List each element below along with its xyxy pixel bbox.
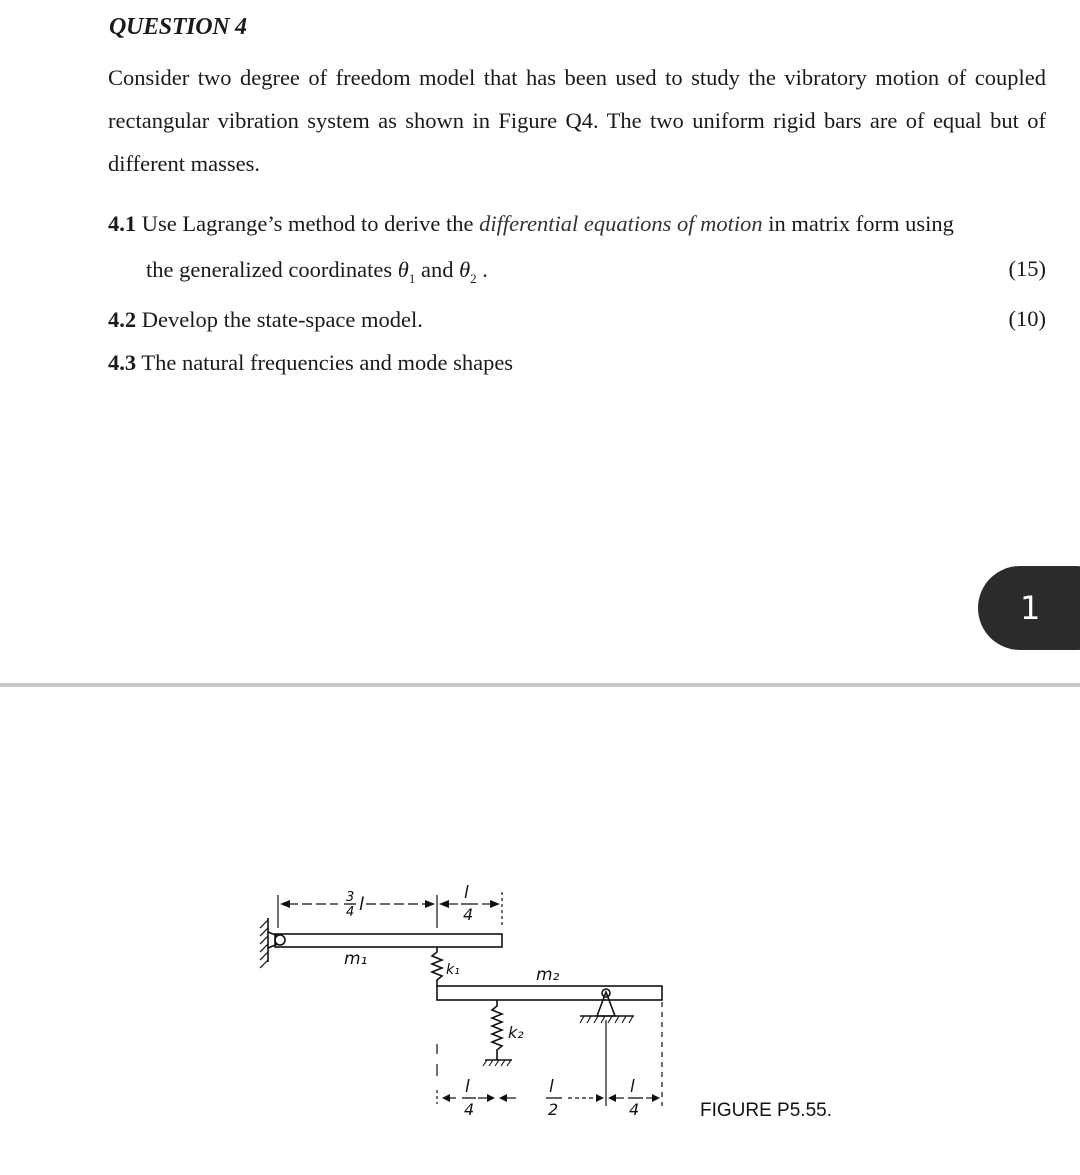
label-4-bottom-1: 4 bbox=[464, 1100, 475, 1119]
figure-caption: FIGURE P5.55. bbox=[700, 1100, 832, 1121]
label-2-bottom: 2 bbox=[548, 1100, 559, 1119]
theta-symbol: θ bbox=[397, 257, 409, 282]
pivot-1 bbox=[275, 935, 285, 945]
label-k2: k₂ bbox=[508, 1023, 524, 1042]
part-text: The natural frequencies and mode shapes bbox=[141, 350, 514, 375]
label-l-bottom-1: l bbox=[465, 1077, 470, 1097]
page-number-badge[interactable]: 1 bbox=[978, 566, 1080, 650]
ground-k2-hatch bbox=[483, 1060, 511, 1066]
label-l-bottom-2: l bbox=[549, 1077, 554, 1097]
pivot-2 bbox=[597, 992, 615, 1016]
label-three: 3 bbox=[346, 890, 355, 905]
part-number: 4.2 bbox=[108, 307, 137, 332]
part-number: 4.3 bbox=[108, 350, 137, 375]
label-k1: k₁ bbox=[446, 962, 460, 978]
label-4-den: 4 bbox=[463, 905, 474, 924]
part-text: Use Lagrange’s method to derive the bbox=[141, 211, 480, 236]
label-quarter-den: 4 bbox=[346, 905, 355, 920]
marks-4-2: (10) bbox=[1008, 306, 1046, 331]
wall-hatch bbox=[260, 920, 268, 968]
label-4-bottom-2: 4 bbox=[629, 1100, 640, 1119]
part-4-1 bbox=[108, 210, 1046, 238]
label-m1: m₁ bbox=[344, 949, 368, 969]
label-l-num: l bbox=[464, 883, 469, 903]
bar-m1 bbox=[275, 934, 502, 947]
part-4-3 bbox=[108, 349, 1046, 377]
question-intro: Consider two degree of freedom model that has been used to study the vibratory motion of coupled rectangular vibration system as shown in Figure Q4. The two uniform rigid bars are of equal but of different masses. bbox=[108, 65, 1046, 176]
spring-k1 bbox=[432, 947, 442, 986]
label-l-top: l bbox=[359, 894, 365, 915]
part-emphasis: differential equations of motion bbox=[479, 211, 763, 236]
part-number: 4.1 bbox=[108, 211, 137, 236]
question-title: QUESTION 4 bbox=[109, 14, 247, 40]
marks-4-1: (15) bbox=[1008, 256, 1046, 281]
figure-diagram bbox=[0, 687, 1080, 1175]
part-text-after: in matrix form using bbox=[762, 211, 954, 236]
spring-k2 bbox=[492, 1000, 502, 1060]
part-text: Develop the state-space model. bbox=[141, 307, 423, 332]
bar-m2 bbox=[437, 986, 662, 1000]
part-4-2 bbox=[108, 306, 1046, 334]
fraction-bars bbox=[344, 904, 643, 1098]
label-l-bottom-3: l bbox=[630, 1077, 635, 1097]
part-4-1-line2: the generalized coordinates $\theta_1$ and $\theta_2$ . bbox=[146, 257, 488, 286]
label-m2: m₂ bbox=[536, 965, 560, 985]
theta-symbol: θ bbox=[459, 257, 471, 282]
